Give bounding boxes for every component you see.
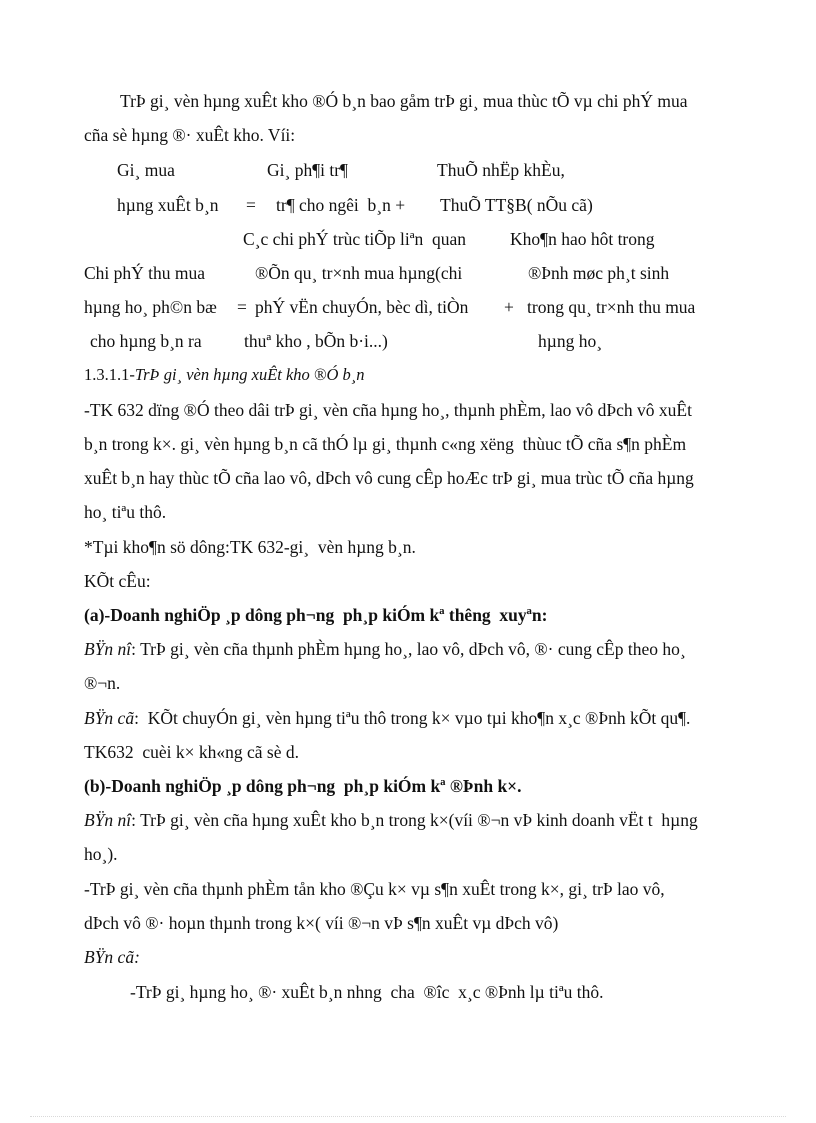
debit-label: BŸn nî <box>84 639 132 659</box>
paragraph-line: -TrÞ gi¸ hµng ho¸ ®· xuÊt b¸n nhng cha ®îc x¸c ®Þnh lµ tiªu thô. <box>130 982 604 1002</box>
paragraph-line: TK632 cuèi k× kh«ng cã sè d. <box>84 742 299 762</box>
formula-term: Gi¸ ph¶i tr¶ <box>267 160 348 180</box>
equals-sign: = <box>237 297 247 317</box>
formula-term: hµng xuÊt b¸n <box>117 195 219 215</box>
structure-label: KÕt cÊu: <box>84 571 151 591</box>
formula-term: ®Õn qu¸ tr×nh mua hµng(chi <box>255 263 463 283</box>
section-heading <box>84 364 365 386</box>
paragraph-line: ho¸ tiªu thô. <box>84 502 167 522</box>
account-line: *Tµi kho¶n sö dông:TK 632-gi¸ vèn hµng b¸n. <box>84 537 416 557</box>
paragraph-line: -TK 632 dïng ®Ó theo dâi trÞ gi¸ vèn cña hµng ho¸, thµnh phÈm, lao vô dÞch vô xuÊt <box>84 400 692 420</box>
debit-text: : TrÞ gi¸ vèn cña thµnh phÈm hµng ho¸, lao vô, dÞch vô, ®· cung cÊp theo ho¸ <box>131 639 686 659</box>
credit-label: BŸn cã: <box>84 947 140 967</box>
paragraph-line: cña sè hµng ®· xuÊt kho. Víi: <box>84 125 296 145</box>
formula-term: thuª kho , bÕn b·i...) <box>244 331 388 351</box>
formula-term: ThuÕ nhËp khÈu, <box>437 160 565 180</box>
paragraph-line: ®¬n. <box>84 673 121 693</box>
formula-term: cho hµng b¸n ra <box>90 331 202 351</box>
paragraph-line: dÞch vô ®· hoµn thµnh trong k×( víi ®¬n vÞ s¶n xuÊt vµ dÞch vô) <box>84 913 559 933</box>
formula-term: ThuÕ TT§B( nÕu cã) <box>440 195 593 215</box>
paragraph-line: xuÊt b¸n hay thùc tÕ cña lao vô, dÞch vô cung cÊp hoÆc trÞ gi¸ mua trùc tÕ cña hµng <box>84 468 694 488</box>
credit-label: BŸn cã <box>84 708 135 728</box>
formula-term: phÝ vËn chuyÓn, bèc dì, tiÒn <box>255 297 469 317</box>
paragraph-line: TrÞ gi¸ vèn hµng xuÊt kho ®Ó b¸n bao gåm trÞ gi¸ mua thùc tÕ vµ chi phÝ mua <box>120 91 688 111</box>
method-a-heading: (a)-Doanh nghiÖp ¸p dông ph¬ng ph¸p kiÓm kª thêng xuyªn: <box>84 605 548 625</box>
debit-label: BŸn nî <box>84 810 132 830</box>
equals-sign: = <box>246 195 256 215</box>
formula-term: Chi phÝ thu mua <box>84 263 206 283</box>
formula-term: ®Þnh møc ph¸t sinh <box>528 263 670 283</box>
footer-divider <box>30 1116 786 1117</box>
credit-line <box>84 707 690 729</box>
formula-term: trong qu¸ tr×nh thu mua <box>527 297 696 317</box>
section-title: TrÞ gi¸ vèn hµng xuÊt kho ®Ó b¸n <box>134 365 365 384</box>
formula-term: tr¶ cho ngêi b¸n + <box>276 195 406 215</box>
debit-line <box>84 638 686 660</box>
section-number: 1.3.1.1- <box>84 365 135 384</box>
paragraph-line: b¸n trong k×. gi¸ vèn hµng b¸n cã thÓ lµ gi¸ thµnh c«ng xëng thùuc tÕ cña s¶n phÈm <box>84 434 687 454</box>
paragraph-line: ho¸). <box>84 844 118 864</box>
formula-term: Kho¶n hao hôt trong <box>510 229 655 249</box>
formula-term: hµng ho¸ ph©n bæ <box>84 297 217 317</box>
paragraph-line: -TrÞ gi¸ vèn cña thµnh phÈm tån kho ®Çu k× vµ s¶n xuÊt trong k×, gi¸ trÞ lao vô, <box>84 879 665 899</box>
formula-term: Gi¸ mua <box>117 160 175 180</box>
debit-text: : TrÞ gi¸ vèn cña hµng xuÊt kho b¸n trong k×(víi ®¬n vÞ kinh doanh vËt t hµng <box>131 810 698 830</box>
method-b-heading: (b)-Doanh nghiÖp ¸p dông ph¬ng ph¸p kiÓm kª ®Þnh k×. <box>84 776 522 796</box>
debit-line <box>84 809 698 831</box>
formula-term: C¸c chi phÝ trùc tiÕp liªn quan <box>243 229 467 249</box>
formula-term: hµng ho¸ <box>538 331 603 351</box>
credit-text: : KÕt chuyÓn gi¸ vèn hµng tiªu thô trong k× vµo tµi kho¶n x¸c ®Þnh kÕt qu¶. <box>134 708 691 728</box>
plus-sign: + <box>504 297 514 317</box>
